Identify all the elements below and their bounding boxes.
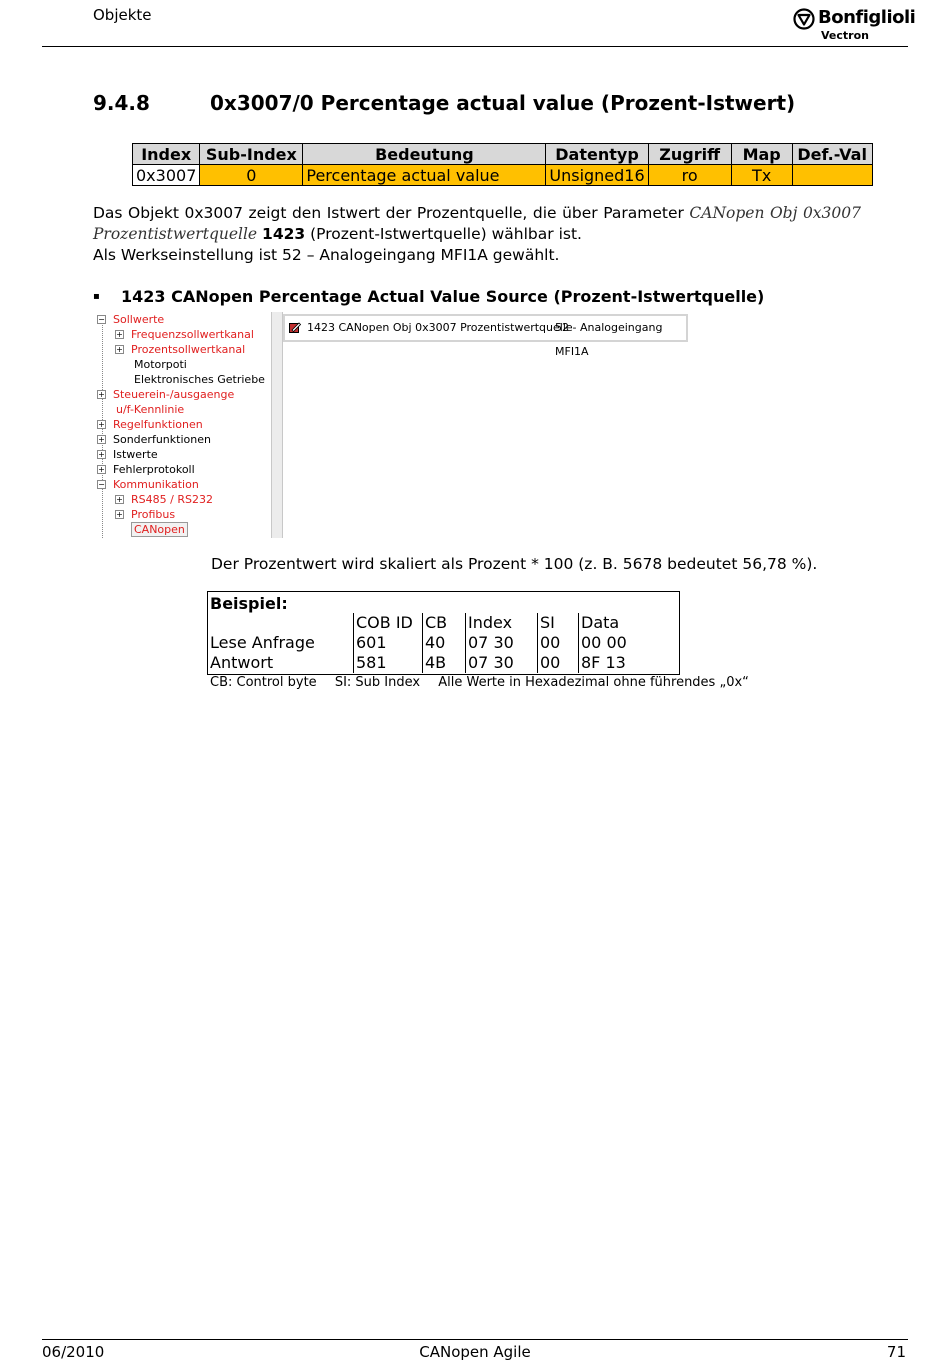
section-title: 0x3007/0 Percentage actual value (Prozent-Istwert) (210, 91, 796, 115)
tree-item-sonderfunktionen[interactable] (97, 432, 211, 447)
example-box (207, 591, 680, 675)
scaling-note: Der Prozentwert wird skaliert als Prozent * 100 (z. B. 5678 bedeutet 56,78 %). (211, 555, 818, 573)
example-title: Beispiel: (210, 594, 288, 613)
tree-item-steuerein-ausgaenge[interactable] (97, 387, 234, 402)
expand-icon[interactable]: + (116, 495, 123, 504)
example-col-header: CB (422, 613, 447, 633)
parameter-number: 1423 (262, 225, 306, 243)
cell-datatype: Unsigned16 (546, 165, 648, 186)
example-cell: 00 (537, 653, 560, 673)
expand-icon[interactable]: + (116, 345, 123, 354)
object-table-header (133, 144, 873, 165)
logo-sub: Vectron (821, 29, 869, 42)
expand-icon[interactable]: + (116, 330, 123, 339)
tree-item-label: Istwerte (113, 448, 158, 461)
tree-item-istwerte[interactable] (97, 447, 158, 462)
pane-splitter[interactable] (271, 312, 283, 538)
caption-si: SI: Sub Index (334, 675, 421, 690)
example-col-header: SI (537, 613, 555, 633)
example-cell: 07 30 (465, 633, 514, 653)
example-cell: 00 00 (578, 633, 627, 653)
brand-logo (793, 7, 916, 45)
caption-hex: Alle Werte in Hexadezimal ohne führendes „0x“ (438, 675, 749, 690)
footer-product: CANopen Agile (419, 1343, 531, 1361)
example-caption (210, 675, 763, 690)
logo-name: Bonfiglioli (818, 7, 916, 28)
expand-icon[interactable]: + (116, 510, 123, 519)
tree-item-label: Motorpoti (134, 358, 187, 371)
tree-item-prozentsollwertkanal[interactable] (115, 342, 245, 357)
tree-item-label: u/f-Kennlinie (116, 403, 185, 416)
tree-item-label: Kommunikation (113, 478, 199, 491)
col-header: Sub-Index (200, 144, 303, 165)
tree-item-regelfunktionen[interactable] (97, 417, 203, 432)
cell-map: Tx (731, 165, 792, 186)
cell-meaning: Percentage actual value (303, 165, 546, 186)
tree-item-fehlerprotokoll[interactable] (97, 462, 195, 477)
example-col-header: COB ID (353, 613, 413, 633)
cell-index: 0x3007 (133, 165, 200, 186)
cell-default (792, 165, 872, 186)
parameter-name: CANopen Obj 0x3007 Prozentistwertquelle (93, 204, 861, 243)
parameter-tree (93, 312, 273, 538)
expand-icon[interactable]: + (98, 420, 105, 429)
section-number: 9.4.8 (93, 91, 150, 115)
tree-item-label: RS485 / RS232 (131, 493, 213, 506)
header-rule (42, 46, 908, 47)
collapse-icon[interactable]: − (98, 315, 105, 324)
expand-icon[interactable]: + (98, 450, 105, 459)
tree-item-label: Fehlerprotokoll (113, 463, 195, 476)
tree-item-label: Steuerein-/ausgaenge (113, 388, 235, 401)
example-cell: 601 (353, 633, 387, 653)
expand-icon[interactable]: + (98, 435, 105, 444)
tree-item-sollwerte[interactable] (97, 312, 164, 327)
tree-item-label: Sollwerte (113, 313, 165, 326)
table-row (133, 165, 873, 186)
tree-item-frequenzsollwertkanal[interactable] (115, 327, 254, 342)
example-cell: 4B (422, 653, 446, 673)
example-row-label: Antwort (210, 653, 274, 672)
example-col-header: Data (578, 613, 619, 633)
footer-date: 06/2010 (42, 1343, 105, 1361)
tree-item-label: Elektronisches Getriebe (134, 373, 265, 386)
parameter-label: 1423 CANopen Obj 0x3007 Prozentistwertquelle (307, 321, 573, 334)
tree-item-uf-kennlinie[interactable] (116, 402, 184, 417)
bullet-icon: ▪ (93, 291, 100, 302)
tree-item-kommunikation[interactable] (97, 477, 199, 492)
description-paragraph (93, 203, 861, 245)
col-header: Datentyp (546, 144, 648, 165)
cell-access: ro (648, 165, 731, 186)
parameter-bullet-heading (93, 287, 764, 306)
example-row-label: Lese Anfrage (210, 633, 315, 652)
example-cell: 40 (422, 633, 445, 653)
section-heading (93, 91, 795, 115)
expand-icon[interactable]: + (98, 390, 105, 399)
tree-item-label: Profibus (131, 508, 176, 521)
object-table (132, 143, 873, 186)
description-text: Das Objekt 0x3007 zeigt den Istwert der Prozentquelle, die über Parameter (93, 204, 690, 222)
tree-item-elektronisches-getriebe[interactable] (134, 372, 265, 387)
col-header: Def.-Val (792, 144, 872, 165)
tree-item-label: Prozentsollwertkanal (131, 343, 246, 356)
description-text: (Prozent-Istwertquelle) wählbar ist. (305, 225, 582, 243)
bonfiglioli-emblem-icon (793, 8, 815, 30)
example-cell: 00 (537, 633, 560, 653)
parameter-row[interactable] (283, 314, 688, 358)
parameter-edit-icon (289, 321, 301, 333)
tree-item-canopen[interactable] (132, 522, 187, 537)
tree-item-label: Sonderfunktionen (113, 433, 211, 446)
example-col-header: Index (465, 613, 512, 633)
tree-item-label: Regelfunktionen (113, 418, 203, 431)
example-cell: 8F 13 (578, 653, 626, 673)
running-header-title: Objekte (93, 6, 152, 24)
col-header: Bedeutung (303, 144, 546, 165)
parameter-value: 52 - Analogeingang MFI1A (555, 321, 663, 358)
tree-item-motorpoti[interactable] (134, 357, 187, 372)
tree-item-label: Frequenzsollwertkanal (131, 328, 254, 341)
col-header: Zugriff (648, 144, 731, 165)
cell-subindex: 0 (200, 165, 303, 186)
caption-cb: CB: Control byte (210, 675, 317, 690)
tree-item-profibus[interactable] (115, 507, 175, 522)
page-number: 71 (886, 1343, 906, 1361)
col-header: Index (133, 144, 200, 165)
expand-icon[interactable]: + (98, 465, 105, 474)
example-cell: 581 (353, 653, 387, 673)
col-header: Map (731, 144, 792, 165)
bullet-text: 1423 CANopen Percentage Actual Value Source (Prozent-Istwertquelle) (121, 287, 765, 306)
tree-item-label: CANopen (134, 523, 185, 536)
collapse-icon[interactable]: − (98, 480, 105, 489)
factory-setting-text: Als Werkseinstellung ist 52 – Analogeingang MFI1A gewählt. (93, 246, 560, 264)
example-cell: 07 30 (465, 653, 514, 673)
tree-item-rs485-rs232[interactable] (115, 492, 213, 507)
footer-rule (42, 1339, 908, 1340)
